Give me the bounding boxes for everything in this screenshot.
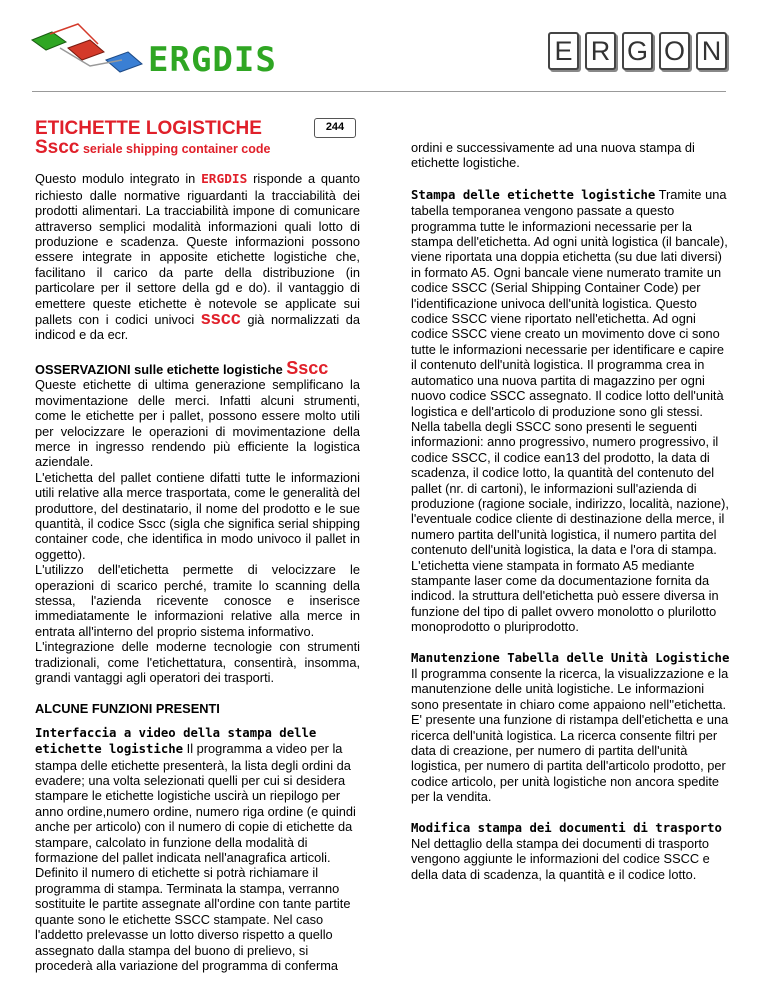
page-header xyxy=(0,0,768,100)
ergon-letter-g: G xyxy=(622,32,653,70)
right-column xyxy=(411,140,733,882)
ergon-letter-e: E xyxy=(548,32,579,70)
function-1-heading: Interfaccia a video della stampa delle etichette logistiche xyxy=(35,725,317,757)
intro-text-3: già normalizzati da indicod e da ecr. xyxy=(35,312,360,343)
section-transport-text: Nel dettaglio della stampa dei documenti di trasporto vengono aggiunte le informazioni del codice SSCC e della data di scadenza, la quantità e il codice lotto. xyxy=(411,836,710,882)
intro-brand: ERGDIS xyxy=(201,172,248,188)
observations-p4: L'integrazione delle moderne tecnologie con strumenti tradizionali, come l'etichettatura, consentirà, insomma, grandi vantaggi agli operatori dei trasporti. xyxy=(35,639,360,685)
function-1 xyxy=(35,725,360,974)
functions-heading: ALCUNE FUNZIONI PRESENTI xyxy=(35,701,220,717)
observations-p3: L'utilizzo dell'etichetta permette di velocizzare le operazioni di scarico perché, tramite lo scanning della stessa, l'azienda ricevente conosce e inserisce immediatamente le informazioni relative alla merce in entrata all'interno del proprio sistema informativo. xyxy=(35,562,360,639)
intro-paragraph xyxy=(35,171,360,342)
intro-text-1: Questo modulo integrato in xyxy=(35,171,196,187)
section-maintenance-heading: Manutenzione Tabella delle Unità Logistiche xyxy=(411,650,730,665)
observations-p1: Queste etichette di ultima generazione semplificano la movimentazione delle merci. Infatti alcuni strumenti, come le etichette per i pallet, possono essere molto utili per velocizzare le operazioni di movimentazione della merce in ingresso rendendo più efficiente la logistica aziendale. xyxy=(35,377,360,470)
section-printing xyxy=(411,187,733,635)
page-subtitle xyxy=(35,137,360,158)
ergon-letter-n: N xyxy=(696,32,727,70)
section-printing-heading: Stampa delle etichette logistiche xyxy=(411,187,656,202)
ergon-letter-r: R xyxy=(585,32,616,70)
section-maintenance-text: Il programma consente la ricerca, la visualizzazione e la manutenzione delle unità logistiche. Le informazioni sono presentate in chiaro come appaiono nell''etichetta. E' presente una funzione di ristampa dell'etichetta e una ricerca dell'unità logistica. La ricerca consente filtri per data di creazione, per numero di partita dell'unità logistica, per numero di partita dell'articolo prodotto, per codice articolo, per unità logistiche non ancora spedite per la vendita. xyxy=(411,666,729,805)
section-printing-text: Tramite una tabella temporanea vengono passate a questo programma tutte le informazioni necessarie per la stampa dell'etichetta. Ad ogni unità logistica (il bancale), viene riportata una doppia etichetta (su due lati diversi) in formato A5. Ogni bancale viene numerato tramite un codice SSCC (Serial Shipping Container Code) per l'identificazione univoca dell'unità logistica. Questo codice SSCC viene riportato nell'etichetta. Ad ogni codice SSCC viene creato un movimento dove ci sono tutte le informazioni necessarie per identificare e capire il contenuto dell'unità logistica. Il programma crea in automatico una nuova partita di magazzino per ogni nuovo codice SSCC assegnato. Il codice lotto dell'unità logistica e dell'articolo di produzione sono gli stessi. Nella tabella degli SSCC sono presenti le seguenti informazioni: anno progressivo, numero progressivo, il codice SSCC, il codice ean13 del prodotto, la data di scadenza, il codice lotto, la quantità del contenuto del pallet (nr. di cartoni), le informazioni sull'azienda di produzione (ragione sociale, indirizzo, località, nazione), l'eventuale codice cliente di destinazione della merce, il numero partita dell'unità logistica, il numero partita del contenuto dell'unità logistica, la data e l'ora di stampa. L'etichetta viene stampata in formato A5 mediante stampante laser come da documentazione fornita da indicod. la struttura dell'etichetta può essere diversa in funzione del tipo di pallet ovvero monolotto o plurilotto monoprodotto o pluriprodotto. xyxy=(411,186,729,635)
subtitle-desc: seriale shipping container code xyxy=(82,142,271,156)
left-column xyxy=(35,118,360,973)
ergon-letter-o: O xyxy=(659,32,690,70)
continuation-text: ordini e successivamente ad una nuova stampa di etichette logistiche. xyxy=(411,140,695,171)
module-number-badge: 244 xyxy=(314,118,356,138)
intro-text-2: risponde a quanto richiesto dalle normative riguardanti la tracciabilità dei prodotti alimentari. La tracciabilità impone di comunicare attraverso semplici modalità informazioni quali lotto di produzione e scadenza. Queste informazioni possono essere integrate in apposite etichette logistiche che, facilitano il carico da parte della distribuzione (in particolare per il settore della gd e do). il vantaggio di emettere queste etichette è notevole se applicate sui pallets con i codici univoci xyxy=(35,171,360,328)
intro-sscc: sscc xyxy=(200,308,241,329)
observations-heading xyxy=(35,357,360,378)
observations-p2: L'etichetta del pallet contiene difatti tutte le informazioni utili relative alla merce trasportata, come le generalità del produttore, del destinatario, il nome del prodotto e le sue quantità, il codice Sscc (sigla che significa serial shipping container code, che identifica in modo univoco il pallet in oggetto). xyxy=(35,469,360,562)
observations-heading-text: OSSERVAZIONI sulle etichette logistiche xyxy=(35,361,283,377)
section-transport-heading: Modifica stampa dei documenti di trasporto xyxy=(411,820,722,835)
ergdis-logo-icon xyxy=(30,18,145,78)
page-title: ETICHETTE LOGISTICHE xyxy=(35,118,262,139)
brand-name: ERGDIS xyxy=(148,40,277,80)
ergon-logo xyxy=(548,32,733,70)
header-divider xyxy=(32,91,726,92)
observations-sscc: Sscc xyxy=(286,357,329,378)
subtitle-sscc: Sscc xyxy=(35,137,80,158)
function-1-text: Il programma a video per la stampa delle etichette presenterà, la lista degli ordini da evadere; una volta selezionati quelli per cui si desidera stampare le etichette logistiche uscirà un riepilogo per anno ordine,numero ordine, numero riga ordine (e quindi anche per articolo) con il numero di copie di etichette da stampare, calcolato in funzione della modalità di formazione del pallet indicata nell'anagrafica articoli. Definito il numero di etichette si potrà richiamare il programma di stampa. Terminata la stampa, verranno sostituite le partite assegnate all'ordine con tante partite quante sono le etichette SSCC stampate. Nel caso l'addetto prelevasse un lotto diverso rispetto a quello assegnato dalla stampa del buono di prelievo, si procederà alla variazione del programma di conferma xyxy=(35,741,356,973)
